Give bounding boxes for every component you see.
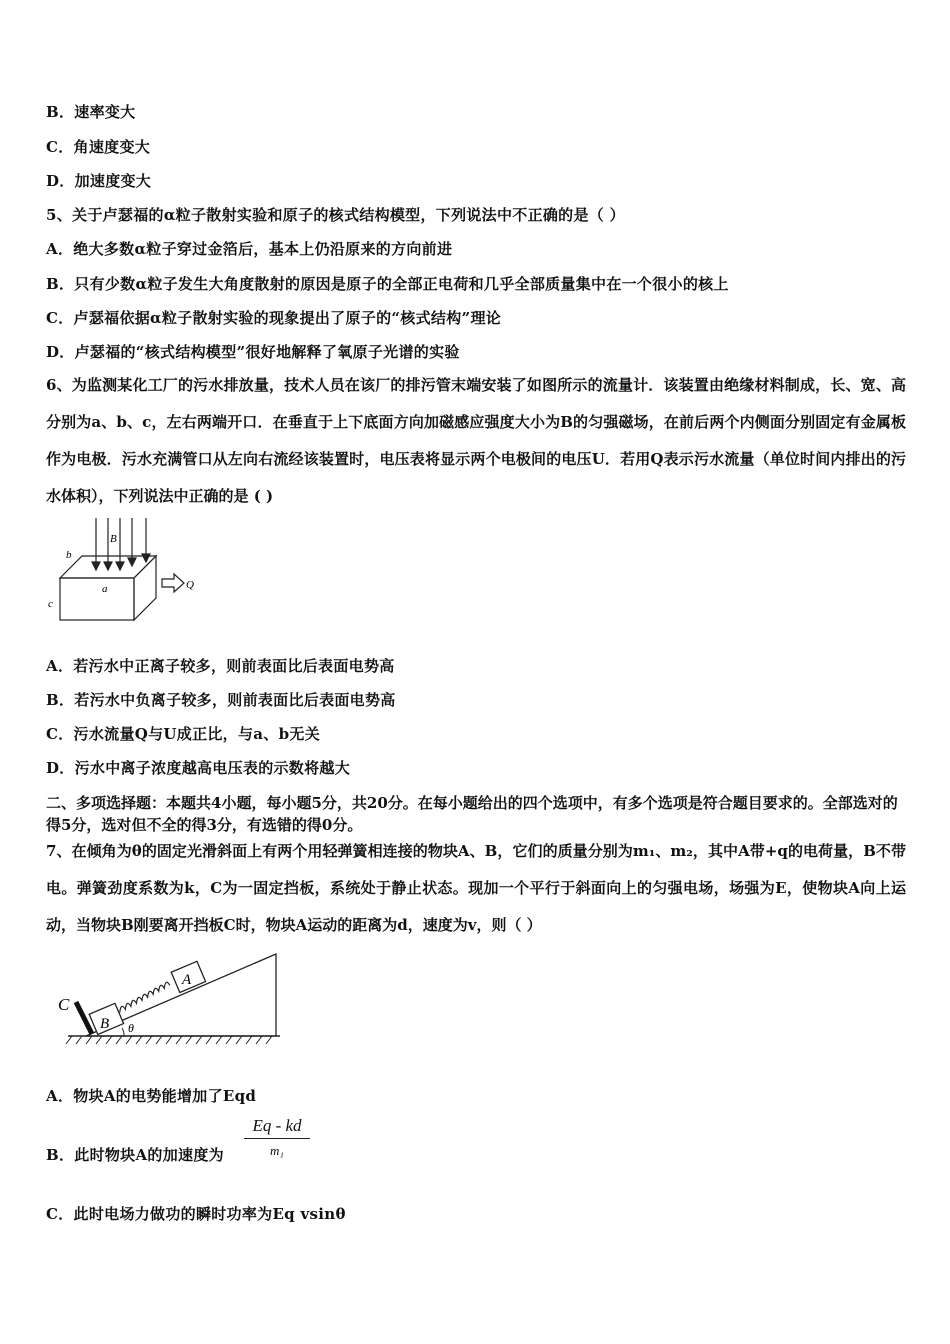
ground-hatch — [66, 1036, 272, 1044]
label-b: b — [66, 549, 72, 561]
q4-option-c: C．角速度变大 — [46, 138, 151, 156]
magnetic-field-arrows — [92, 518, 150, 570]
flow-arrow-icon — [162, 574, 184, 592]
q6-stem: 6、为监测某化工厂的污水排放量，技术人员在该厂的排污管末端安装了如图所示的流量计．该装置由绝缘材料制成，长、宽、高分别为a、b、c，左右两端开口．在垂直于上下底面方向加磁感应强度大小为B的匀强磁场，在前后两个内侧面分别固定有金属板作为电极．污水充满管口从左向右流经该装置时，电压表将显示两个电极间的电压U．若用Q表示污水流量（单位时间内排出的污水体积），下列说法中正确的是 ( ) — [46, 376, 906, 505]
spring — [116, 982, 173, 1013]
label-B: B — [110, 533, 117, 545]
q5-option-b: B．只有少数α粒子发生大角度散射的原因是原子的全部正电荷和几乎全部质量集中在一个很小的核上 — [46, 275, 729, 293]
flowmeter-side-face — [134, 556, 156, 620]
label-a: a — [102, 583, 108, 595]
q5-option-d: D．卢瑟福的“核式结构模型”很好地解释了氧原子光谱的实验 — [46, 343, 460, 361]
fraction-denominator: m₁ — [270, 1143, 284, 1158]
flowmeter-front-face — [60, 578, 134, 620]
label-B: B — [100, 1016, 110, 1032]
q6-option-c: C．污水流量Q与U成正比，与a、b无关 — [46, 725, 320, 743]
section2-heading: 二、多项选择题：本题共4小题，每小题5分，共20分。在每小题给出的四个选项中，有多个选项是符合题目要求的。全部选对的得5分，选对但不全的得3分，有选错的得0分。 — [46, 794, 898, 834]
q6-option-b: B．若污水中负离子较多，则前表面比后表面电势高 — [46, 691, 396, 709]
label-C: C — [58, 995, 70, 1014]
q5-stem: 5、关于卢瑟福的α粒子散射实验和原子的核式结构模型，下列说法中不正确的是（ ） — [46, 206, 625, 224]
label-A: A — [182, 972, 192, 988]
q5-option-a: A．绝大多数α粒子穿过金箔后，基本上仍沿原来的方向前进 — [46, 240, 453, 258]
incline-figure — [54, 950, 286, 1050]
q6-option-d: D．污水中离子浓度越高电压表的示数将越大 — [46, 759, 351, 777]
label-c: c — [48, 598, 53, 610]
q6-option-a: A．若污水中正离子较多，则前表面比后表面电势高 — [46, 657, 395, 675]
label-theta: θ — [128, 1021, 134, 1035]
flowmeter-figure — [46, 512, 206, 630]
q7-option-c: C．此时电场力做功的瞬时功率为Eq vsinθ — [46, 1205, 346, 1223]
angle-arc — [122, 1028, 124, 1036]
barrier-c — [76, 1002, 92, 1034]
fraction-numerator: Eq - kd — [244, 1116, 310, 1139]
label-Q: Q — [186, 579, 194, 591]
q7-option-a: A．物块A的电势能增加了Eqd — [46, 1087, 257, 1105]
q7-option-b: B．此时物块A的加速度为 — [46, 1146, 224, 1164]
q7-option-b-fraction — [244, 1116, 310, 1159]
q5-option-c: C．卢瑟福依据α粒子散射实验的现象提出了原子的“核式结构”理论 — [46, 309, 502, 327]
q7-stem: 7、在倾角为θ的固定光滑斜面上有两个用轻弹簧相连接的物块A、B，它们的质量分别为m₁、m₂，其中A带+q的电荷量，B不带电。弹簧劲度系数为k，C为一固定挡板，系统处于静止状态。现加一个平行于斜面向上的匀强电场，场强为E，使物块A向上运动，当物块B刚要离开挡板C时，物块A运动的距离为d，速度为v，则（ ） — [46, 842, 906, 934]
q4-option-d: D．加速度变大 — [46, 172, 152, 190]
q4-option-b: B．速率变大 — [46, 103, 136, 121]
